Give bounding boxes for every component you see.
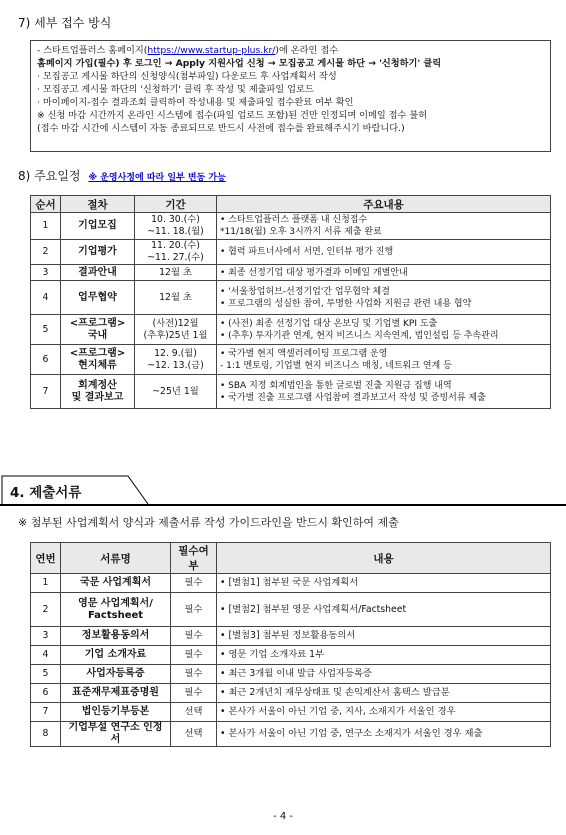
section4-title: 4. 제출서류 [10, 485, 82, 501]
document-name-line: 사업자등록증 [86, 668, 145, 679]
period-line: ~12. 13.(금) [147, 359, 204, 371]
required-cell: 선택 [171, 722, 217, 747]
column-header: 기간 [135, 196, 217, 213]
period-cell [135, 315, 217, 345]
content-line: • 스타트업플러스 플랫폼 내 신청접수 [220, 215, 368, 225]
number-cell: 7 [31, 703, 61, 722]
content-cell [217, 240, 551, 265]
step-cell [61, 281, 135, 315]
required-cell: 필수 [171, 593, 217, 627]
section7-title: 7) 세부 접수 방식 [18, 16, 112, 30]
documents-table-header [31, 543, 551, 574]
document-content-cell: • [별첨1] 첨부된 국문 사업계획서 [217, 574, 551, 593]
order-cell: 4 [31, 281, 61, 315]
content-line: • 국가별 현지 액셀러레이팅 프로그램 운영 [220, 348, 388, 359]
period-line: 12월 초 [159, 266, 192, 278]
order-cell: 5 [31, 315, 61, 345]
content-cell [217, 281, 551, 315]
step-line: 및 결과보고 [71, 391, 124, 403]
box-line [37, 83, 544, 96]
document-name-line: 기업 소개자료 [84, 649, 147, 660]
section4-divider [0, 504, 566, 506]
document-name-line: 정보활용동의서 [81, 630, 150, 641]
document-name-line: 법인등기부등본 [81, 706, 150, 717]
content-line: • 최종 선정기업 대상 평가결과 이메일 개별안내 [220, 267, 408, 278]
section8-title: 8) 주요일정 [18, 169, 81, 183]
document-content-cell: • 최근 3개월 이내 발급 사업자등록증 [217, 665, 551, 684]
number-cell: 2 [31, 593, 61, 627]
step-line: 현지체류 [78, 359, 117, 371]
period-cell [135, 213, 217, 240]
box-line-text: - 스타트업플러스 홈페이지( [37, 45, 148, 56]
required-cell: 필수 [171, 627, 217, 646]
document-name-cell [61, 665, 171, 684]
content-line: *11/18(월) 오후 3시까지 서류 제출 완료 [220, 227, 382, 237]
document-name-line: 국문 사업계획서 [79, 577, 152, 588]
period-line: ~11. 27.(수) [147, 252, 204, 263]
period-cell [135, 375, 217, 409]
content-line: • SBA 지정 회계법인을 통한 글로벌 진출 지원금 집행 내역 [220, 380, 452, 391]
startup-plus-link[interactable]: https://www.startup-plus.kr/ [147, 45, 276, 56]
document-content-cell: • 최근 2개년치 재무상태표 및 손익계산서 홈택스 발급분 [217, 684, 551, 703]
step-line: 기업모집 [78, 220, 117, 231]
box-line [37, 57, 544, 70]
document-name-line: 영문 사업계획서/ [78, 597, 153, 609]
table-row [31, 345, 551, 375]
documents-notice: ※ 첨부된 사업계획서 양식과 제출서류 작성 가이드라인을 반드시 확인하여 제출 [18, 516, 399, 529]
content-line: • 국가별 진출 프로그램 사업참여 결과보고서 작성 및 증빙서류 제출 [220, 392, 486, 403]
required-cell: 필수 [171, 646, 217, 665]
period-line: 12. 9.(월) [154, 347, 197, 359]
document-name-cell [61, 593, 171, 627]
section8-heading [18, 167, 226, 184]
column-header: 내용 [217, 543, 551, 574]
number-cell: 3 [31, 627, 61, 646]
box-line-text: ※ 신청 마감 시간까지 온라인 시스템에 접수(파일 업로드 포함)된 건만 인정되며 이메일 접수 불허 [37, 110, 428, 121]
document-name-line: Factsheet [87, 609, 144, 621]
period-line: ~11. 18.(월) [147, 226, 204, 237]
document-content-cell: • 영문 기업 소개자료 1부 [217, 646, 551, 665]
box-line-text: )에 온라인 접수 [275, 45, 339, 56]
step-line: 국내 [87, 329, 108, 341]
table-row [31, 574, 551, 593]
column-header: 절차 [61, 196, 135, 213]
document-name-line: 기업부설 연구소 인정서 [68, 722, 163, 745]
table-row [31, 646, 551, 665]
box-line-text: · 모집공고 게시물 하단의 신청양식(첨부파일) 다운로드 후 사업계획서 작성 [37, 71, 337, 82]
content-line: • 협력 파트너사에서 서면, 인터뷰 평가 진행 [220, 247, 394, 257]
column-header: 필수여부 [171, 543, 217, 574]
step-cell [61, 240, 135, 265]
document-content-cell: • 본사가 서울이 아닌 기업 중, 연구소 소재지가 서울인 경우 제출 [217, 722, 551, 747]
order-cell: 3 [31, 265, 61, 281]
step-line: <프로그램> [69, 317, 126, 329]
box-line [37, 122, 544, 135]
column-header: 서류명 [61, 543, 171, 574]
schedule-change-note: ※ 운영사정에 따라 일부 변동 가능 [88, 173, 226, 183]
document-content-cell: • 본사가 서울이 아닌 기업 중, 지사, 소재지가 서울인 경우 [217, 703, 551, 722]
order-cell: 1 [31, 213, 61, 240]
section4-heading [0, 475, 150, 505]
period-cell [135, 240, 217, 265]
document-name-cell [61, 684, 171, 703]
table-row [31, 722, 551, 747]
box-line [37, 96, 544, 109]
required-cell: 필수 [171, 665, 217, 684]
number-cell: 5 [31, 665, 61, 684]
column-header: 주요내용 [217, 196, 551, 213]
documents-table [30, 542, 551, 747]
period-cell [135, 281, 217, 315]
content-cell [217, 315, 551, 345]
period-cell [135, 265, 217, 281]
document-content-cell: • [별첨3] 첨부된 정보활용동의서 [217, 627, 551, 646]
content-line: • 프로그램의 성실한 참여, 투명한 사업화 지원금 관련 내용 협약 [220, 298, 472, 309]
number-cell: 6 [31, 684, 61, 703]
period-line: 10. 30.(수) [151, 214, 200, 225]
box-line [37, 70, 544, 83]
required-cell: 필수 [171, 684, 217, 703]
period-line: (추후)25년 1월 [143, 329, 208, 341]
period-line: ~25년 1월 [152, 385, 199, 397]
number-cell: 4 [31, 646, 61, 665]
content-line: - 1:1 멘토링, 기업별 현지 비즈니스 매칭, 네트워크 연계 등 [220, 360, 452, 371]
order-cell: 2 [31, 240, 61, 265]
content-line: • (추후) 투자기관 연계, 현지 비즈니스 지속연계, 법인설립 등 추속관리 [220, 330, 499, 341]
document-name-line: 표준재무제표증명원 [72, 687, 159, 698]
content-cell [217, 213, 551, 240]
step-cell [61, 265, 135, 281]
step-line: 업무협약 [78, 291, 117, 303]
document-name-cell [61, 574, 171, 593]
box-line-text: 홈페이지 가입(필수) 후 로그인 → Apply 지원사업 신청 → 모집공고 게시물 하단 → '신청하기' 클릭 [37, 58, 442, 69]
period-cell [135, 345, 217, 375]
table-row [31, 593, 551, 627]
box-line-text: · 마이페이지-접수 결과조회 클릭하여 작성내용 및 제출파일 접수완료 여부 확인 [37, 97, 354, 108]
step-line: 결과안내 [78, 266, 117, 278]
table-row [31, 315, 551, 345]
document-name-cell [61, 722, 171, 747]
column-header: 순서 [31, 196, 61, 213]
document-name-cell [61, 627, 171, 646]
table-row [31, 281, 551, 315]
step-cell [61, 315, 135, 345]
order-cell: 7 [31, 375, 61, 409]
box-line-text: (접수 마감 시간에 시스템이 자동 종료되므로 반드시 사전에 접수를 완료해주시기 바랍니다.) [37, 123, 405, 134]
table-row [31, 684, 551, 703]
table-row [31, 665, 551, 684]
box-line [37, 109, 544, 122]
box-line [37, 44, 544, 57]
content-line: • (사전) 최종 선정기업 대상 온보딩 및 기업별 KPI 도출 [220, 318, 438, 329]
box-line-text: · 모집공고 게시물 하단의 '신청하기' 클릭 후 작성 및 제출파일 업로드 [37, 84, 314, 95]
step-line: 회계정산 [78, 379, 117, 391]
number-cell: 8 [31, 722, 61, 747]
schedule-table-header [31, 196, 551, 213]
table-row [31, 703, 551, 722]
table-row [31, 213, 551, 240]
step-cell [61, 345, 135, 375]
period-line: 12월 초 [159, 291, 192, 303]
period-line: 11. 20.(수) [151, 240, 200, 251]
table-row [31, 265, 551, 281]
step-cell [61, 375, 135, 409]
submission-method-box [30, 40, 551, 152]
document-name-cell [61, 646, 171, 665]
required-cell: 필수 [171, 574, 217, 593]
content-cell [217, 375, 551, 409]
content-cell [217, 265, 551, 281]
column-header: 연번 [31, 543, 61, 574]
order-cell: 6 [31, 345, 61, 375]
schedule-table [30, 195, 551, 409]
required-cell: 선택 [171, 703, 217, 722]
step-cell [61, 213, 135, 240]
period-line: (사전)12월 [152, 317, 199, 329]
document-name-cell [61, 703, 171, 722]
content-line: • '서울창업허브-선정기업'간 업무협약 체결 [220, 286, 390, 297]
table-row [31, 375, 551, 409]
number-cell: 1 [31, 574, 61, 593]
table-row [31, 627, 551, 646]
step-line: 기업평가 [78, 246, 117, 257]
page-number: - 4 - [273, 811, 293, 822]
step-line: <프로그램> [69, 347, 126, 359]
content-cell [217, 345, 551, 375]
table-row [31, 240, 551, 265]
document-content-cell: • [별첨2] 첨부된 영문 사업계획서/Factsheet [217, 593, 551, 627]
